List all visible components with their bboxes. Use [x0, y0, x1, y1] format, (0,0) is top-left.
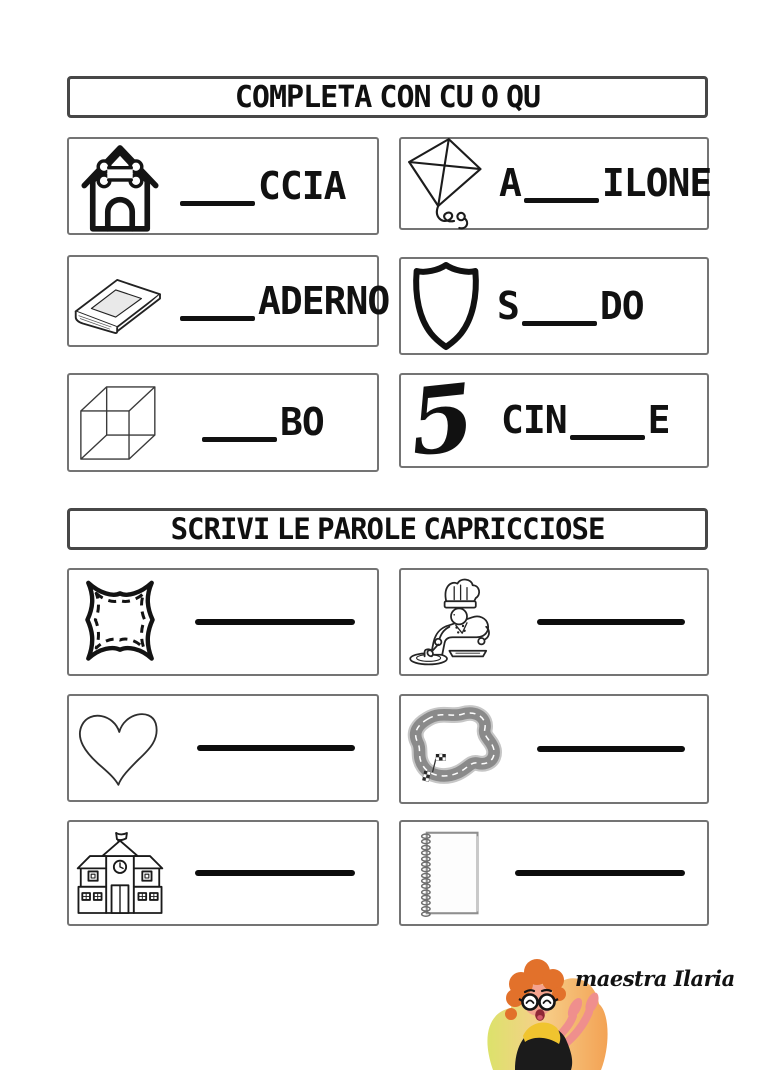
word-fill: CIN E [501, 398, 670, 442]
answer-line[interactable] [537, 746, 685, 752]
answer-line[interactable] [537, 619, 685, 625]
word-fill: S DO [497, 283, 644, 328]
answer-blank[interactable] [180, 201, 255, 206]
word-race-track [399, 694, 709, 804]
heart-icon [69, 700, 173, 796]
answer-blank[interactable] [202, 437, 277, 442]
exercise-kite [399, 137, 712, 230]
word-leather [67, 568, 379, 676]
title-scrivi-text: SCRIVI LE PAROLE CAPRICCIOSE [170, 512, 605, 546]
word-heart [67, 694, 379, 802]
exercise-doghouse [67, 137, 379, 235]
word-fill: BO [199, 403, 324, 442]
answer-blank[interactable] [524, 198, 599, 203]
title-completa-text: COMPLETA CON CU O QU [234, 79, 541, 115]
word-spiral-notebook [399, 820, 709, 926]
doghouse-icon [69, 139, 171, 234]
logo-text: maestra Ilaria [575, 966, 735, 991]
answer-line[interactable] [197, 745, 355, 751]
exercise-five [399, 363, 709, 478]
numeral-five: 5 [404, 363, 480, 478]
answer-blank[interactable] [180, 316, 255, 321]
shield-icon [401, 259, 491, 353]
chef-icon [401, 574, 513, 670]
section-title-scrivi [67, 508, 708, 550]
answer-line[interactable] [515, 870, 685, 876]
word-fill: A ILONE [499, 161, 712, 205]
answer-blank[interactable] [570, 435, 645, 440]
word-school [67, 820, 379, 926]
word-fill: CCIA [177, 167, 346, 206]
kite-icon [401, 134, 493, 234]
spiral-notebook-icon [401, 827, 491, 919]
answer-line[interactable] [195, 870, 355, 876]
exercise-cube [67, 373, 379, 472]
school-icon [69, 827, 171, 919]
answer-blank[interactable] [522, 321, 597, 326]
word-fill: ADERNO [177, 282, 389, 321]
exercise-shield [399, 257, 709, 355]
cube-icon [69, 380, 171, 466]
flat-notebook-icon [69, 261, 171, 341]
section-title-completa [67, 76, 708, 118]
leather-hide-icon [69, 574, 171, 670]
exercise-notebook [67, 255, 390, 347]
race-track-icon [401, 702, 513, 796]
word-chef [399, 568, 709, 676]
answer-line[interactable] [195, 619, 355, 625]
